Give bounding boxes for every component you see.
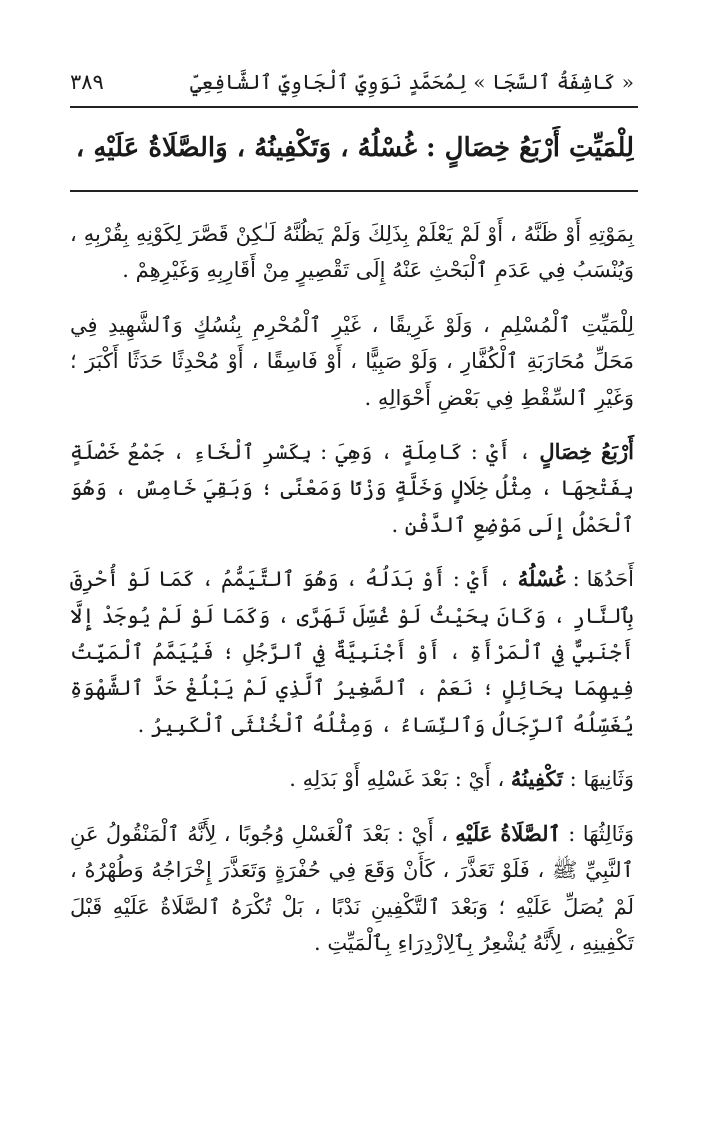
- matn-divider: [70, 190, 638, 192]
- header-title: « كَاشِفَةُ ٱلسَّجَا » لِمُحَمَّدٍ نَوَوِيِّ ٱلْجَاوِيِّ ٱلشَّافِعِيِّ: [190, 70, 634, 94]
- commentary-paragraph-5: [70, 761, 634, 797]
- paragraph-4-text: ، أَيْ : أَوْ بَدَلُهُ ، وَهُوَ ٱلتَّيَمُّمُ ، كَمَا لَوْ أُحْرِقَ بِٱلنَّارِ ، وَكَانَ بِحَيْثُ لَوْ غُسِّلَ تَهَرَّى ، وَكَمَا لَوْ لَمْ يُوجَدْ إِلَّا أَجْنَبِيٌّ فِي ٱلْمَرْأَةِ ، أَوْ أَجْنَبِيَّةٌ فِي ٱلرَّجُلِ ؛ فَيُيَمَّمُ ٱلْمَيِّتُ فِيهِمَا بِحَائِلٍ ؛ نَعَمْ ، ٱلصَّغِيرُ ٱلَّذِي لَمْ يَبْلُغْ حَدَّ ٱلشَّهْوَةِ يُغَسِّلُهُ ٱلرِّجَالُ وَٱلنِّسَاءُ ، وَمِثْلُهُ ٱلْخُنْثَى ٱلْكَبِيرُ .: [70, 567, 634, 737]
- paragraph-5-text: ، أَيْ : بَعْدَ غَسْلِهِ أَوْ بَدَلِهِ .: [289, 767, 505, 792]
- paragraph-3-text: ، أَيْ : كَامِلَةٍ ، وَهِيَ : بِكَسْرِ ٱلْخَاءِ ، جَمْعُ خَصْلَةٍ بِفَتْحِهَا ، مِثْلُ خِلَالٍ وَخَلَّةٍ وَزْنًا وَمَعْنًى ؛ وَبَقِيَ خَامِسٌ ، وَهُوَ ٱلْحَمْلُ إِلَى مَوْضِعِ ٱلدَّفْنِ .: [70, 440, 634, 537]
- paragraph-6-text: ، أَيْ : بَعْدَ ٱلْغَسْلِ وُجُوبًا ، لِأَنَّهُ ٱلْمَنْقُولُ عَنِ ٱلنَّبِيِّ ﷺ ، فَلَوْ تَعَذَّرَ ، كَأَنْ وَقَعَ فِي حُفْرَةٍ وَتَعَذَّرَ إِخْرَاجُهُ وَطُهْرُهُ ، لَمْ يُصَلِّ عَلَيْهِ ؛ وَبَعْدَ ٱلتَّكْفِينِ نَدْبًا ، بَلْ تُكْرَهُ ٱلصَّلَاةُ عَلَيْهِ قَبْلَ تَكْفِينِهِ ، لِأَنَّهُ يُشْعِرُ بِٱلِازْدِرَاءِ بِٱلْمَيِّتِ .: [70, 821, 634, 955]
- lemma-takfinuhu: تَكْفِينُهُ: [510, 766, 563, 792]
- commentary-body: [70, 216, 634, 979]
- lemma-as-salatu-alayhi: ٱلصَّلَاةُ عَلَيْهِ: [455, 820, 561, 846]
- lemma-ghusluhu: غُسْلُهُ: [517, 566, 566, 592]
- paragraph-6-lead: وَثَالِثُهَا :: [568, 821, 634, 846]
- paragraph-4-lead: أَحَدُهَا :: [572, 567, 634, 592]
- paragraph-5-lead: وَثَانِيهَا :: [569, 767, 634, 792]
- commentary-paragraph-6: [70, 816, 634, 962]
- header-divider: [70, 106, 638, 108]
- commentary-paragraph-2: لِلْمَيِّتِ ٱلْمُسْلِمِ ، وَلَوْ غَرِيقًا ، غَيْرِ ٱلْمُحْرِمِ بِنُسُكٍ وَٱلشَّهِيدِ فِي مَحَلِّ مُحَارَبَةِ ٱلْكُفَّارِ ، وَلَوْ صَبِيًّا ، أَوْ فَاسِقًا ، أَوْ مُحْدِثًا حَدَثًا أَكْبَرَ ؛ وَغَيْرِ ٱلسِّقْطِ فِي بَعْضِ أَحْوَالِهِ .: [70, 312, 634, 410]
- commentary-paragraph-4: [70, 561, 634, 743]
- matn-text: لِلْمَيِّتِ أَرْبَعُ خِصَالٍ : غُسْلُهُ ، وَتَكْفِينُهُ ، وَالصَّلَاةُ عَلَيْهِ ،: [75, 133, 634, 163]
- commentary-paragraph-3: [70, 434, 634, 543]
- running-header: [70, 62, 634, 102]
- commentary-paragraph-1: بِمَوْتِهِ أَوْ ظَنَّهُ ، أَوْ لَمْ يَعْلَمْ بِذَلِكَ وَلَمْ يَظُنَّهُ لَـٰكِنْ قَصَّرَ لِكَوْنِهِ بِقُرْبِهِ ، وَيُنْسَبُ فِي عَدَمِ ٱلْبَحْثِ عَنْهُ إِلَى تَقْصِيرٍ مِنْ أَقَارِبِهِ وَغَيْرِهِمْ .: [70, 222, 634, 283]
- lemma-arba-khisal: أَرْبَعُ خِصَالٍ: [539, 439, 634, 465]
- page-number: ٣٨٩: [70, 70, 104, 94]
